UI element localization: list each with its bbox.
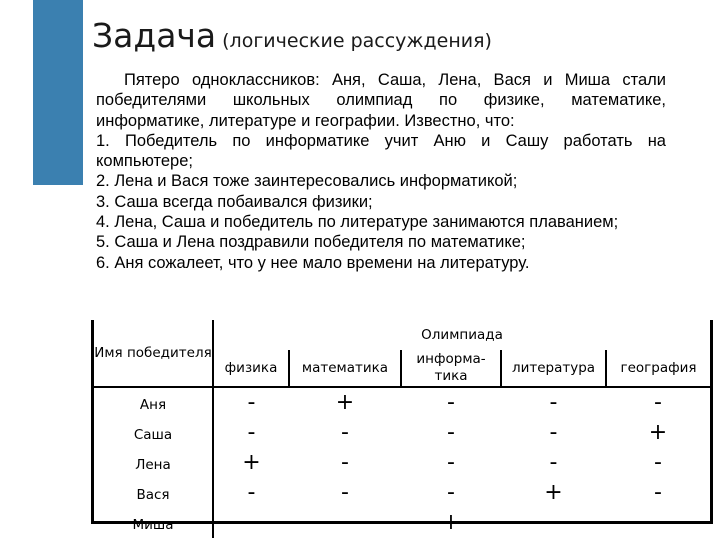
mark-cell: - (447, 420, 455, 445)
fact-3: 3. Саша всегда побаивался физики; (96, 192, 373, 211)
mark-cell: - (341, 420, 349, 445)
winner-name: Вася (94, 478, 213, 508)
winner-name: Миша (94, 508, 213, 538)
fact-4: 4. Лена, Саша и победитель по литературе занимаются плаванием; (96, 213, 619, 232)
mark-cell: - (447, 450, 455, 475)
name-column-header: Имя победителя (94, 320, 213, 387)
problem-intro: Пятеро одноклассников: Аня, Саша, Лена, Вася и Миша стали победителями школьных олимпиад по физике, математике, информатике, литературе и географии. Известно, что: (96, 71, 666, 130)
mark-cell: - (341, 450, 349, 475)
mark-cell: - (654, 510, 662, 535)
slide-title (92, 16, 492, 55)
table-row (94, 478, 710, 508)
mark-cell: - (549, 510, 558, 535)
mark-cell: + (335, 390, 355, 415)
winner-name: Саша (94, 418, 213, 448)
subject-header: география (606, 350, 710, 387)
mark-cell: + (648, 420, 668, 445)
table-row (94, 508, 710, 538)
table-row (94, 448, 710, 478)
title-main: Задача (92, 16, 217, 55)
mark-cell: - (247, 510, 256, 535)
fact-5: 5. Саша и Лена поздравили победителя по математике; (96, 233, 526, 252)
winner-name: Аня (94, 387, 213, 418)
subject-header: литература (501, 350, 606, 387)
accent-bar (33, 0, 83, 185)
title-subtitle: (логические рассуждения) (222, 30, 492, 52)
mark-cell: - (247, 420, 256, 445)
solution-table-frame (91, 320, 713, 535)
table-row (94, 387, 710, 418)
fact-1: 1. Победитель по информатике учит Аню и Сашу работать на компьютере; (96, 131, 666, 171)
winner-name: Лена (94, 448, 213, 478)
mark-cell: - (341, 480, 349, 505)
subject-header: физика (213, 350, 289, 387)
solution-table (94, 320, 710, 538)
fact-2: 2. Лена и Вася тоже заинтересовались информатикой; (96, 172, 518, 191)
mark-cell: + (242, 450, 261, 475)
table-row (94, 418, 710, 448)
mark-cell: - (247, 480, 256, 505)
mark-cell: - (247, 390, 256, 415)
mark-cell: - (549, 420, 558, 445)
mark-cell: - (654, 480, 662, 505)
mark-cell: - (549, 450, 558, 475)
subject-header: информа-тика (401, 350, 501, 387)
mark-cell: - (341, 510, 349, 535)
mark-cell: - (654, 390, 662, 415)
mark-cell: + (441, 510, 461, 535)
subject-header: математика (289, 350, 401, 387)
problem-statement (96, 70, 666, 273)
mark-cell: - (447, 480, 455, 505)
mark-cell: - (654, 450, 662, 475)
olympiad-header: Олимпиада (421, 327, 503, 343)
mark-cell: - (447, 390, 455, 415)
mark-cell: - (549, 390, 558, 415)
mark-cell: + (544, 480, 563, 505)
fact-6: 6. Аня сожалеет, что у нее мало времени на литературу. (96, 253, 530, 272)
